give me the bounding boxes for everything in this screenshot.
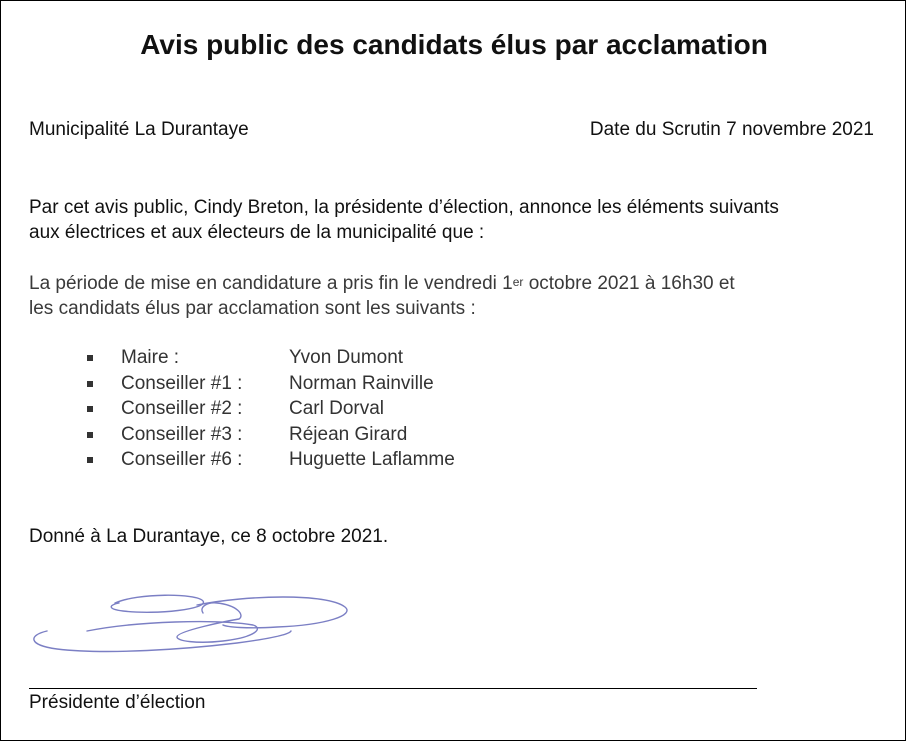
- square-bullet-icon: [87, 457, 93, 463]
- candidate-name: Réjean Girard: [289, 423, 408, 445]
- candidate-name: Norman Rainville: [289, 372, 434, 394]
- candidate-name: Carl Dorval: [289, 398, 385, 420]
- candidate-name: Yvon Dumont: [289, 347, 404, 368]
- intro-paragraph-line-1: Par cet avis public, Cindy Breton, la présidente d’élection, annonce les éléments suivants: [29, 197, 779, 218]
- municipality-name: Municipalité La Durantaye: [29, 119, 249, 140]
- intro-paragraph-line-2: aux électrices et aux électeurs de la municipalité que :: [29, 222, 485, 243]
- signature-line: [29, 688, 757, 689]
- square-bullet-icon: [87, 381, 93, 387]
- given-at-statement: Donné à La Durantaye, ce 8 octobre 2021.: [29, 526, 389, 547]
- nomination-period-text-start: La période de mise en candidature a pris fin le vendredi 1: [29, 273, 513, 294]
- square-bullet-icon: [87, 432, 93, 438]
- ordinal-suffix: er: [512, 275, 524, 289]
- signatory-title: Présidente d’élection: [29, 692, 206, 713]
- nomination-period-line-1: [29, 273, 735, 295]
- candidate-role: Conseiller #6 :: [121, 449, 243, 471]
- square-bullet-icon: [87, 406, 93, 412]
- candidate-role: Conseiller #1 :: [121, 372, 243, 394]
- candidate-role: Maire :: [121, 347, 180, 368]
- candidate-role: Conseiller #2 :: [121, 398, 243, 420]
- handwritten-signature: [27, 591, 357, 661]
- square-bullet-icon: [87, 355, 93, 361]
- notice-title: Avis public des candidats élus par acclamation: [140, 29, 768, 60]
- nomination-period-text-end: octobre 2021 à 16h30 et: [523, 273, 735, 294]
- nomination-period-line-2: les candidats élus par acclamation sont les suivants :: [29, 298, 476, 319]
- candidate-name: Huguette Laflamme: [289, 449, 455, 471]
- candidate-role: Conseiller #3 :: [121, 423, 243, 445]
- election-date: Date du Scrutin 7 novembre 2021: [589, 119, 874, 140]
